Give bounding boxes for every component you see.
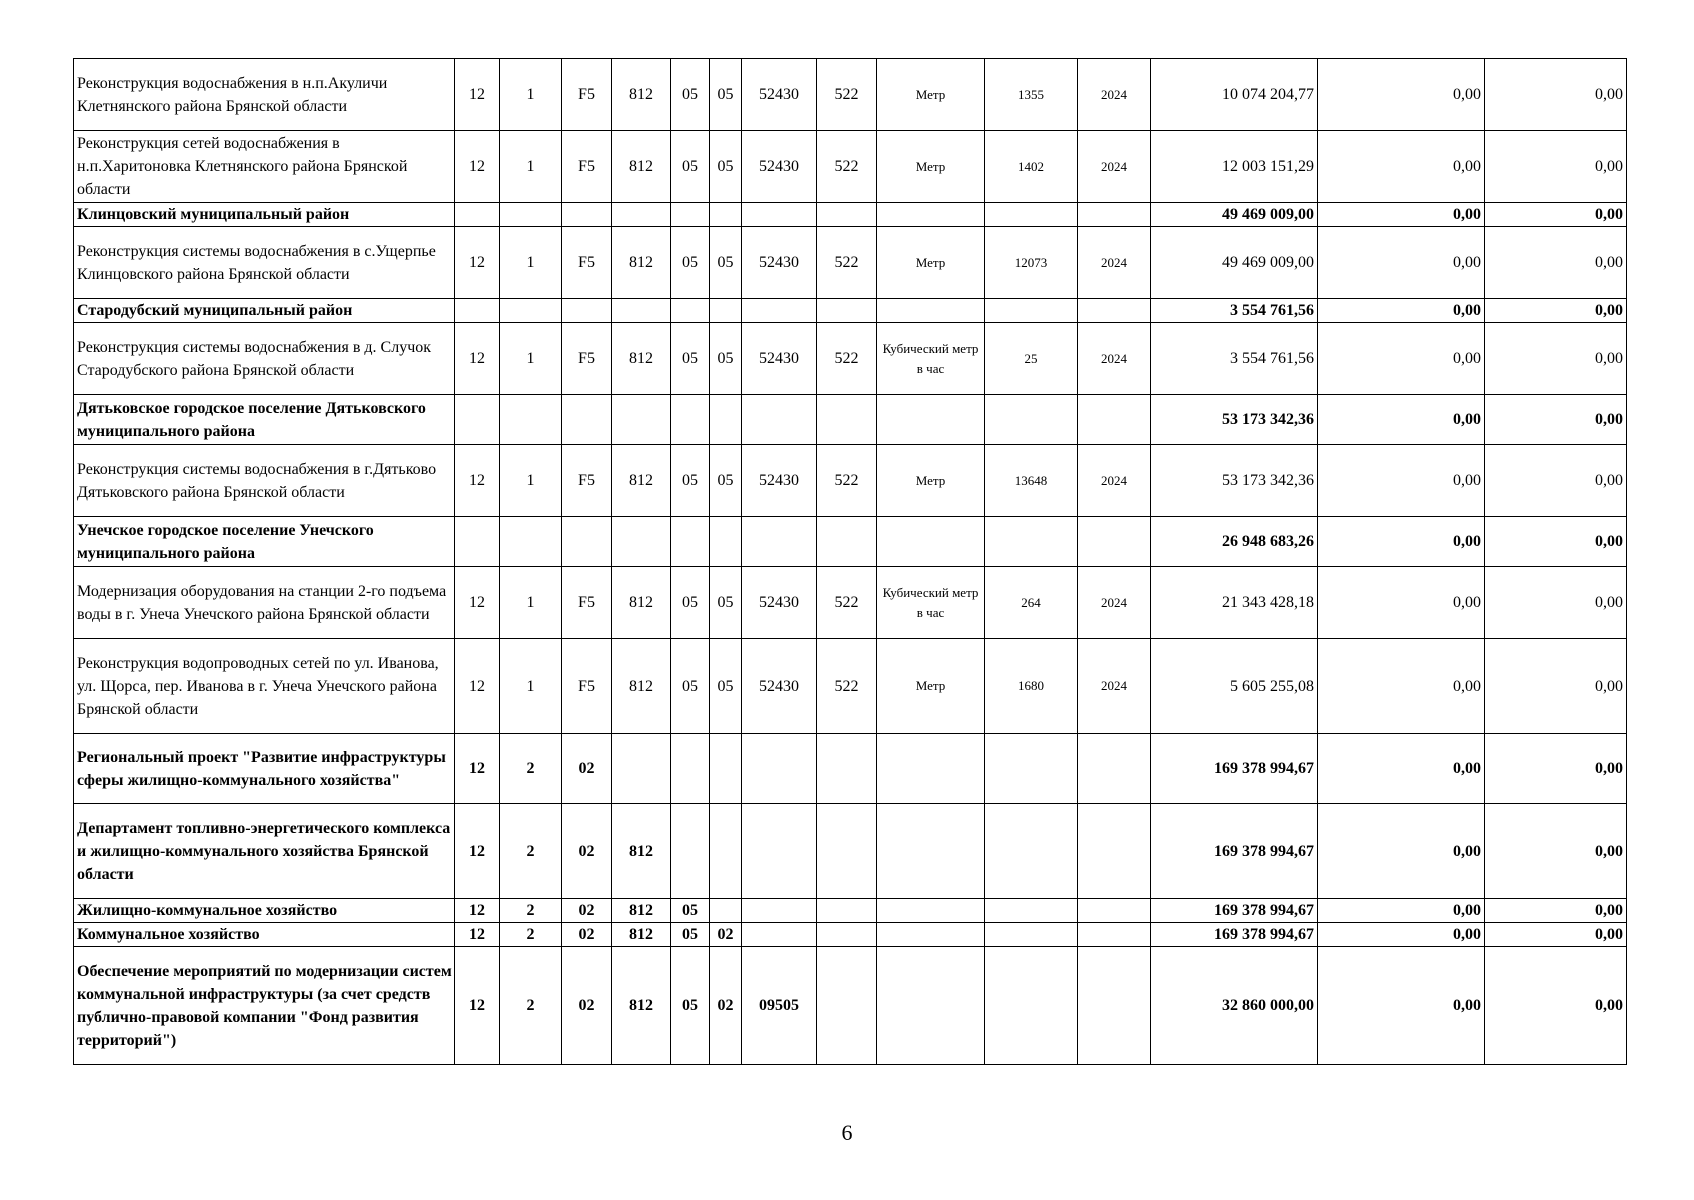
code-subsection-cell: 02 — [710, 923, 742, 947]
amount-year-2-cell: 0,00 — [1318, 203, 1485, 227]
code-grbs-cell — [612, 734, 671, 804]
code-grbs-cell — [612, 299, 671, 323]
amount-year-1-cell: 3 554 761,56 — [1151, 323, 1318, 395]
code-direction-cell: 09505 — [742, 947, 817, 1065]
amount-year-1-cell: 169 378 994,67 — [1151, 734, 1318, 804]
unit-of-measure-cell: Кубический метр в час — [877, 323, 985, 395]
unit-of-measure-cell — [877, 517, 985, 567]
code-program-cell — [455, 299, 500, 323]
code-project-cell: F5 — [562, 323, 612, 395]
code-project-cell: F5 — [562, 567, 612, 639]
completion-year-cell: 2024 — [1078, 639, 1151, 734]
code-grbs-cell: 812 — [612, 227, 671, 299]
code-grbs-cell: 812 — [612, 804, 671, 899]
code-expense-type-cell — [817, 395, 877, 445]
code-direction-cell — [742, 899, 817, 923]
code-subprogram-cell: 1 — [500, 227, 562, 299]
code-grbs-cell: 812 — [612, 323, 671, 395]
code-section-cell — [671, 203, 710, 227]
code-subprogram-cell: 1 — [500, 567, 562, 639]
unit-of-measure-cell: Метр — [877, 227, 985, 299]
capacity-value-cell — [985, 299, 1078, 323]
unit-of-measure-cell: Метр — [877, 59, 985, 131]
code-subprogram-cell: 2 — [500, 923, 562, 947]
code-expense-type-cell — [817, 804, 877, 899]
amount-year-1-cell: 169 378 994,67 — [1151, 804, 1318, 899]
table-row — [74, 734, 1627, 804]
code-section-cell — [671, 395, 710, 445]
code-subsection-cell — [710, 804, 742, 899]
code-direction-cell: 52430 — [742, 131, 817, 203]
code-project-cell: 02 — [562, 734, 612, 804]
table-row — [74, 947, 1627, 1065]
code-direction-cell: 52430 — [742, 445, 817, 517]
row-name-cell: Реконструкция водоснабжения в н.п.Акуличи Клетнянского района Брянской области — [74, 59, 455, 131]
amount-year-2-cell: 0,00 — [1318, 899, 1485, 923]
amount-year-1-cell: 32 860 000,00 — [1151, 947, 1318, 1065]
amount-year-3-cell: 0,00 — [1485, 899, 1627, 923]
amount-year-3-cell: 0,00 — [1485, 59, 1627, 131]
amount-year-3-cell: 0,00 — [1485, 923, 1627, 947]
code-direction-cell: 52430 — [742, 323, 817, 395]
amount-year-2-cell: 0,00 — [1318, 227, 1485, 299]
table-row — [74, 227, 1627, 299]
code-program-cell — [455, 517, 500, 567]
completion-year-cell: 2024 — [1078, 59, 1151, 131]
code-expense-type-cell: 522 — [817, 59, 877, 131]
row-name-cell: Стародубский муниципальный район — [74, 299, 455, 323]
row-name-cell: Департамент топливно-энергетического комплекса и жилищно-коммунального хозяйства Брянской области — [74, 804, 455, 899]
amount-year-2-cell: 0,00 — [1318, 567, 1485, 639]
code-grbs-cell: 812 — [612, 947, 671, 1065]
code-expense-type-cell: 522 — [817, 639, 877, 734]
code-subprogram-cell: 1 — [500, 323, 562, 395]
unit-of-measure-cell — [877, 947, 985, 1065]
code-subprogram-cell: 2 — [500, 804, 562, 899]
code-subprogram-cell: 2 — [500, 734, 562, 804]
code-project-cell — [562, 395, 612, 445]
code-program-cell: 12 — [455, 923, 500, 947]
amount-year-3-cell: 0,00 — [1485, 227, 1627, 299]
amount-year-3-cell: 0,00 — [1485, 299, 1627, 323]
code-section-cell — [671, 734, 710, 804]
unit-of-measure-cell: Метр — [877, 639, 985, 734]
amount-year-2-cell: 0,00 — [1318, 639, 1485, 734]
code-expense-type-cell: 522 — [817, 131, 877, 203]
unit-of-measure-cell — [877, 899, 985, 923]
row-name-cell: Жилищно-коммунальное хозяйство — [74, 899, 455, 923]
code-subsection-cell: 05 — [710, 639, 742, 734]
unit-of-measure-cell: Метр — [877, 131, 985, 203]
completion-year-cell: 2024 — [1078, 323, 1151, 395]
code-expense-type-cell — [817, 947, 877, 1065]
row-name-cell: Коммунальное хозяйство — [74, 923, 455, 947]
code-project-cell — [562, 299, 612, 323]
code-subsection-cell — [710, 395, 742, 445]
code-program-cell: 12 — [455, 445, 500, 517]
amount-year-1-cell: 12 003 151,29 — [1151, 131, 1318, 203]
amount-year-1-cell: 5 605 255,08 — [1151, 639, 1318, 734]
code-grbs-cell: 812 — [612, 923, 671, 947]
code-subprogram-cell: 2 — [500, 947, 562, 1065]
code-section-cell: 05 — [671, 59, 710, 131]
unit-of-measure-cell — [877, 734, 985, 804]
amount-year-2-cell: 0,00 — [1318, 734, 1485, 804]
row-name-cell: Реконструкция системы водоснабжения в г.Дятьково Дятьковского района Брянской области — [74, 445, 455, 517]
amount-year-2-cell: 0,00 — [1318, 59, 1485, 131]
row-name-cell: Клинцовский муниципальный район — [74, 203, 455, 227]
capacity-value-cell: 1680 — [985, 639, 1078, 734]
amount-year-3-cell: 0,00 — [1485, 323, 1627, 395]
completion-year-cell — [1078, 923, 1151, 947]
amount-year-2-cell: 0,00 — [1318, 299, 1485, 323]
code-section-cell: 05 — [671, 947, 710, 1065]
table-row — [74, 395, 1627, 445]
code-subsection-cell: 05 — [710, 567, 742, 639]
code-subsection-cell — [710, 203, 742, 227]
code-section-cell: 05 — [671, 131, 710, 203]
table-row — [74, 517, 1627, 567]
amount-year-1-cell: 169 378 994,67 — [1151, 899, 1318, 923]
code-project-cell: F5 — [562, 59, 612, 131]
page-number: 6 — [841, 1120, 853, 1145]
code-direction-cell — [742, 299, 817, 323]
code-subsection-cell: 05 — [710, 445, 742, 517]
code-subprogram-cell — [500, 203, 562, 227]
code-subsection-cell: 05 — [710, 227, 742, 299]
budget-table — [73, 58, 1627, 1065]
code-grbs-cell: 812 — [612, 445, 671, 517]
row-name-cell: Дятьковское городское поселение Дятьковского муниципального района — [74, 395, 455, 445]
capacity-value-cell: 1355 — [985, 59, 1078, 131]
capacity-value-cell — [985, 899, 1078, 923]
code-subsection-cell: 05 — [710, 59, 742, 131]
code-project-cell: 02 — [562, 804, 612, 899]
code-subprogram-cell — [500, 395, 562, 445]
amount-year-2-cell: 0,00 — [1318, 923, 1485, 947]
code-section-cell: 05 — [671, 567, 710, 639]
code-project-cell: 02 — [562, 923, 612, 947]
completion-year-cell — [1078, 804, 1151, 899]
code-section-cell: 05 — [671, 923, 710, 947]
table-row — [74, 899, 1627, 923]
code-direction-cell — [742, 395, 817, 445]
code-section-cell: 05 — [671, 445, 710, 517]
amount-year-1-cell: 53 173 342,36 — [1151, 395, 1318, 445]
code-program-cell: 12 — [455, 323, 500, 395]
code-program-cell: 12 — [455, 639, 500, 734]
code-subsection-cell: 02 — [710, 947, 742, 1065]
code-program-cell: 12 — [455, 59, 500, 131]
code-grbs-cell: 812 — [612, 899, 671, 923]
code-program-cell: 12 — [455, 899, 500, 923]
code-project-cell: 02 — [562, 899, 612, 923]
table-row — [74, 323, 1627, 395]
code-expense-type-cell: 522 — [817, 323, 877, 395]
capacity-value-cell — [985, 947, 1078, 1065]
code-project-cell: F5 — [562, 639, 612, 734]
code-direction-cell — [742, 804, 817, 899]
code-subprogram-cell: 1 — [500, 445, 562, 517]
code-direction-cell — [742, 203, 817, 227]
code-section-cell: 05 — [671, 639, 710, 734]
code-subprogram-cell: 1 — [500, 639, 562, 734]
capacity-value-cell — [985, 203, 1078, 227]
amount-year-3-cell: 0,00 — [1485, 947, 1627, 1065]
completion-year-cell — [1078, 203, 1151, 227]
amount-year-2-cell: 0,00 — [1318, 395, 1485, 445]
code-subprogram-cell — [500, 299, 562, 323]
code-section-cell — [671, 299, 710, 323]
code-program-cell: 12 — [455, 734, 500, 804]
row-name-cell: Реконструкция системы водоснабжения в с.Ущерпье Клинцовского района Брянской области — [74, 227, 455, 299]
code-subsection-cell — [710, 899, 742, 923]
unit-of-measure-cell — [877, 923, 985, 947]
completion-year-cell — [1078, 517, 1151, 567]
amount-year-3-cell: 0,00 — [1485, 517, 1627, 567]
capacity-value-cell — [985, 395, 1078, 445]
table-row — [74, 131, 1627, 203]
unit-of-measure-cell — [877, 299, 985, 323]
code-expense-type-cell: 522 — [817, 445, 877, 517]
code-expense-type-cell: 522 — [817, 567, 877, 639]
amount-year-3-cell: 0,00 — [1485, 804, 1627, 899]
code-subsection-cell — [710, 299, 742, 323]
amount-year-1-cell: 21 343 428,18 — [1151, 567, 1318, 639]
amount-year-2-cell: 0,00 — [1318, 804, 1485, 899]
code-grbs-cell — [612, 517, 671, 567]
capacity-value-cell — [985, 734, 1078, 804]
amount-year-2-cell: 0,00 — [1318, 947, 1485, 1065]
code-subsection-cell — [710, 517, 742, 567]
code-expense-type-cell — [817, 923, 877, 947]
capacity-value-cell — [985, 923, 1078, 947]
amount-year-3-cell: 0,00 — [1485, 639, 1627, 734]
table-row — [74, 804, 1627, 899]
row-name-cell: Реконструкция сетей водоснабжения в н.п.Харитоновка Клетнянского района Брянской области — [74, 131, 455, 203]
capacity-value-cell — [985, 517, 1078, 567]
code-expense-type-cell — [817, 203, 877, 227]
completion-year-cell — [1078, 395, 1151, 445]
completion-year-cell — [1078, 299, 1151, 323]
code-subsection-cell: 05 — [710, 131, 742, 203]
amount-year-3-cell: 0,00 — [1485, 734, 1627, 804]
table-row — [74, 59, 1627, 131]
code-program-cell — [455, 203, 500, 227]
amount-year-3-cell: 0,00 — [1485, 395, 1627, 445]
unit-of-measure-cell: Метр — [877, 445, 985, 517]
code-program-cell — [455, 395, 500, 445]
code-grbs-cell — [612, 203, 671, 227]
code-project-cell: F5 — [562, 445, 612, 517]
row-name-cell: Модернизация оборудования на станции 2-го подъема воды в г. Унеча Унечского района Брянской области — [74, 567, 455, 639]
completion-year-cell — [1078, 899, 1151, 923]
code-program-cell: 12 — [455, 131, 500, 203]
code-grbs-cell: 812 — [612, 131, 671, 203]
amount-year-2-cell: 0,00 — [1318, 445, 1485, 517]
capacity-value-cell: 12073 — [985, 227, 1078, 299]
code-section-cell — [671, 517, 710, 567]
amount-year-1-cell: 49 469 009,00 — [1151, 227, 1318, 299]
unit-of-measure-cell — [877, 395, 985, 445]
code-direction-cell: 52430 — [742, 227, 817, 299]
capacity-value-cell: 264 — [985, 567, 1078, 639]
code-subprogram-cell: 2 — [500, 899, 562, 923]
code-section-cell: 05 — [671, 227, 710, 299]
code-section-cell: 05 — [671, 323, 710, 395]
code-section-cell — [671, 804, 710, 899]
table-row — [74, 923, 1627, 947]
table-row — [74, 567, 1627, 639]
code-direction-cell: 52430 — [742, 567, 817, 639]
completion-year-cell — [1078, 734, 1151, 804]
row-name-cell: Реконструкция системы водоснабжения в д. Случок Стародубского района Брянской области — [74, 323, 455, 395]
amount-year-1-cell: 53 173 342,36 — [1151, 445, 1318, 517]
amount-year-2-cell: 0,00 — [1318, 323, 1485, 395]
code-program-cell: 12 — [455, 947, 500, 1065]
code-grbs-cell: 812 — [612, 567, 671, 639]
code-grbs-cell — [612, 395, 671, 445]
code-project-cell — [562, 517, 612, 567]
code-project-cell: F5 — [562, 227, 612, 299]
code-expense-type-cell — [817, 734, 877, 804]
code-grbs-cell: 812 — [612, 59, 671, 131]
code-subsection-cell: 05 — [710, 323, 742, 395]
code-direction-cell: 52430 — [742, 59, 817, 131]
code-project-cell: F5 — [562, 131, 612, 203]
unit-of-measure-cell — [877, 203, 985, 227]
code-direction-cell — [742, 734, 817, 804]
row-name-cell: Обеспечение мероприятий по модернизации систем коммунальной инфраструктуры (за счет средств публично-правовой компании "Фонд развития территорий") — [74, 947, 455, 1065]
table-row — [74, 639, 1627, 734]
amount-year-2-cell: 0,00 — [1318, 131, 1485, 203]
amount-year-1-cell: 3 554 761,56 — [1151, 299, 1318, 323]
unit-of-measure-cell: Кубический метр в час — [877, 567, 985, 639]
table-body — [74, 59, 1627, 1065]
code-expense-type-cell — [817, 899, 877, 923]
row-name-cell: Региональный проект "Развитие инфраструктуры сферы жилищно-коммунального хозяйства" — [74, 734, 455, 804]
code-expense-type-cell: 522 — [817, 227, 877, 299]
code-expense-type-cell — [817, 517, 877, 567]
row-name-cell: Реконструкция водопроводных сетей по ул. Иванова, ул. Щорса, пер. Иванова в г. Унеча Унечского района Брянской области — [74, 639, 455, 734]
capacity-value-cell — [985, 804, 1078, 899]
code-section-cell: 05 — [671, 899, 710, 923]
completion-year-cell: 2024 — [1078, 227, 1151, 299]
amount-year-3-cell: 0,00 — [1485, 567, 1627, 639]
capacity-value-cell: 1402 — [985, 131, 1078, 203]
table-row — [74, 299, 1627, 323]
completion-year-cell: 2024 — [1078, 445, 1151, 517]
code-program-cell: 12 — [455, 567, 500, 639]
code-subprogram-cell — [500, 517, 562, 567]
capacity-value-cell: 25 — [985, 323, 1078, 395]
code-expense-type-cell — [817, 299, 877, 323]
amount-year-1-cell: 10 074 204,77 — [1151, 59, 1318, 131]
completion-year-cell — [1078, 947, 1151, 1065]
amount-year-2-cell: 0,00 — [1318, 517, 1485, 567]
code-project-cell — [562, 203, 612, 227]
amount-year-1-cell: 49 469 009,00 — [1151, 203, 1318, 227]
row-name-cell: Унечское городское поселение Унечского муниципального района — [74, 517, 455, 567]
table-row — [74, 203, 1627, 227]
code-direction-cell — [742, 517, 817, 567]
completion-year-cell: 2024 — [1078, 131, 1151, 203]
completion-year-cell: 2024 — [1078, 567, 1151, 639]
amount-year-1-cell: 169 378 994,67 — [1151, 923, 1318, 947]
code-direction-cell — [742, 923, 817, 947]
code-subsection-cell — [710, 734, 742, 804]
amount-year-3-cell: 0,00 — [1485, 445, 1627, 517]
code-project-cell: 02 — [562, 947, 612, 1065]
code-subprogram-cell: 1 — [500, 131, 562, 203]
capacity-value-cell: 13648 — [985, 445, 1078, 517]
amount-year-1-cell: 26 948 683,26 — [1151, 517, 1318, 567]
table-row — [74, 445, 1627, 517]
code-program-cell: 12 — [455, 227, 500, 299]
code-grbs-cell: 812 — [612, 639, 671, 734]
amount-year-3-cell: 0,00 — [1485, 203, 1627, 227]
code-subprogram-cell: 1 — [500, 59, 562, 131]
unit-of-measure-cell — [877, 804, 985, 899]
code-program-cell: 12 — [455, 804, 500, 899]
code-direction-cell: 52430 — [742, 639, 817, 734]
amount-year-3-cell: 0,00 — [1485, 131, 1627, 203]
